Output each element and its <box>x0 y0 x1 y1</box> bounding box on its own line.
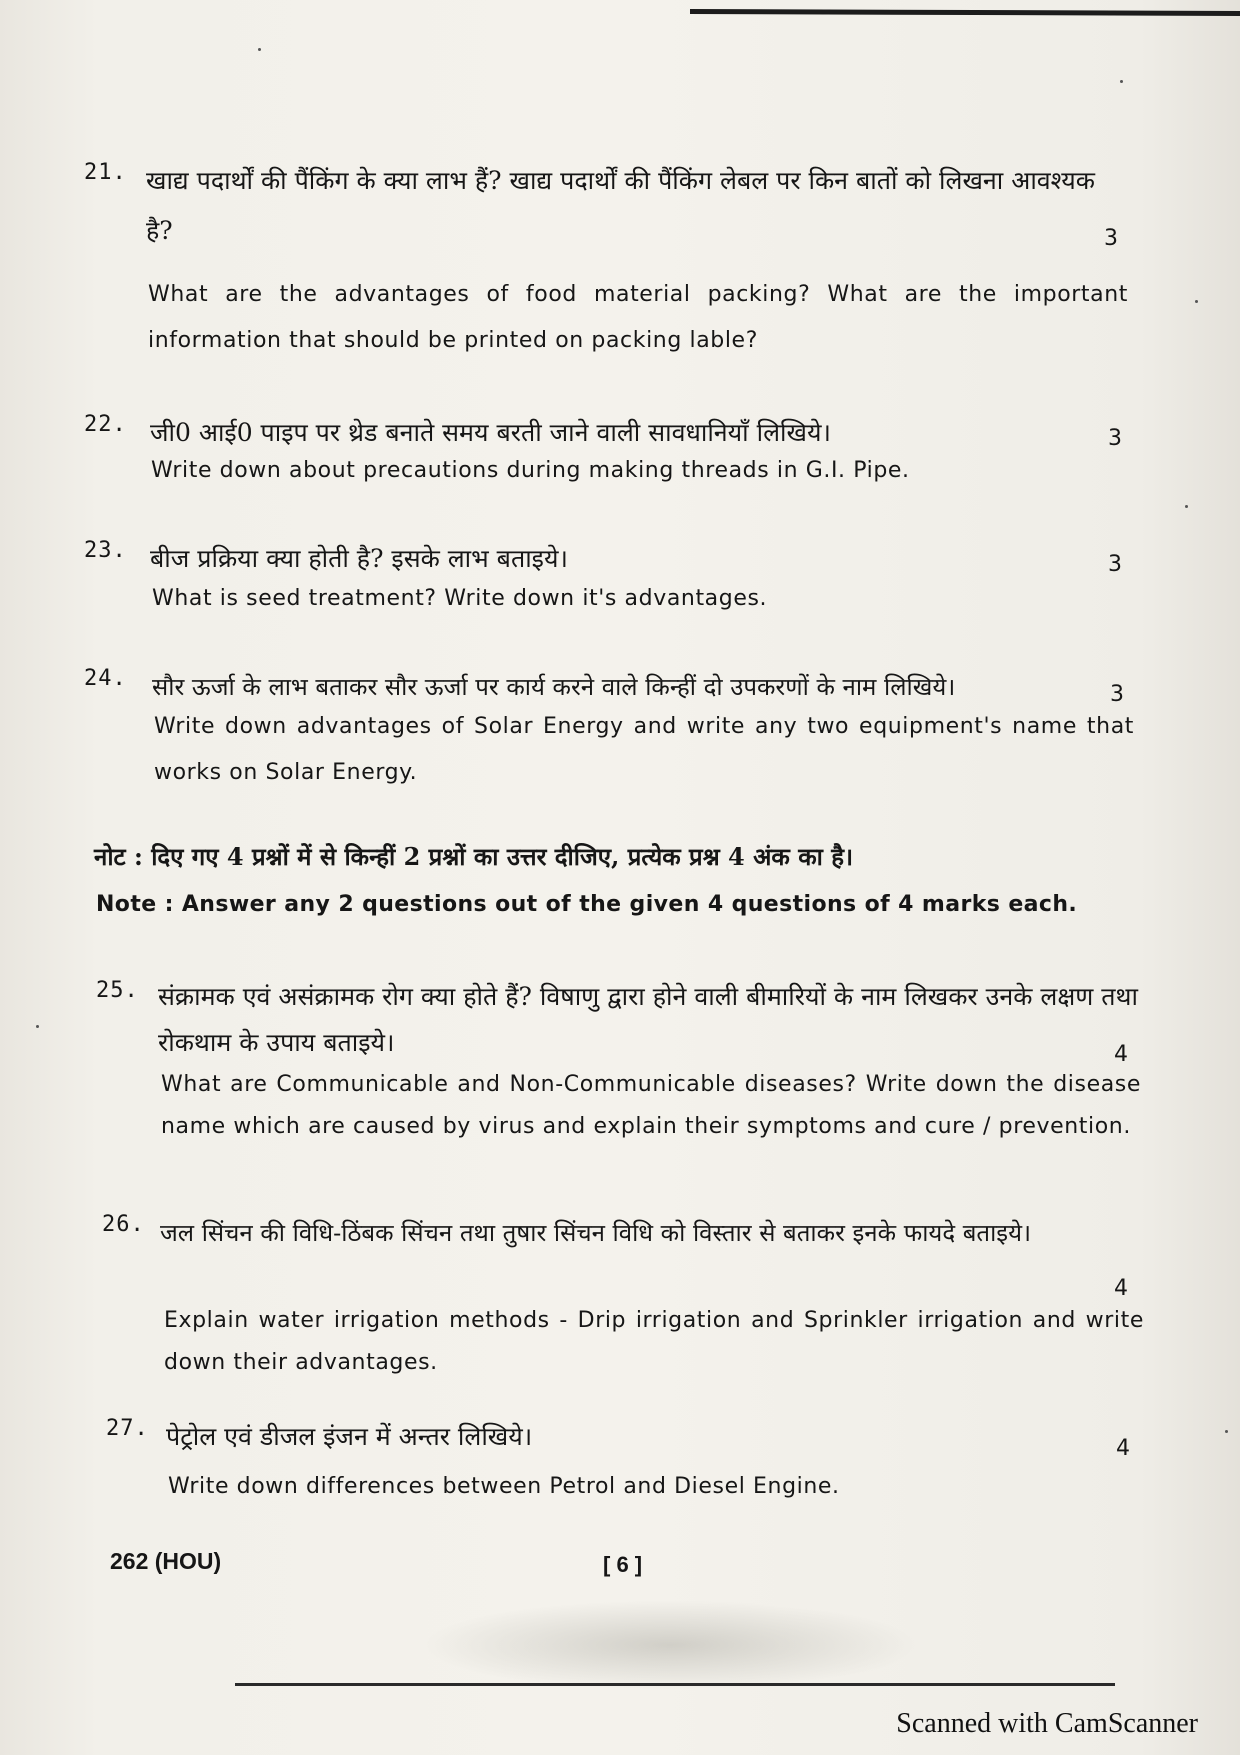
question-number: 24. <box>84 666 127 691</box>
marks-label: 3 <box>1108 552 1122 577</box>
note-hindi: नोट : दिए गए 4 प्रश्नों में से किन्हीं 2 प्रश्नों का उत्तर दीजिए, प्रत्येक प्रश्न 4 अंक का है। <box>94 842 854 871</box>
paper-code: 262 (HOU) <box>110 1548 222 1574</box>
question-hindi-text: खाद्य पदार्थों की पैंकिंग के क्या लाभ हैं? खाद्य पदार्थों की पैंकिंग लेबल पर किन बातों को लिखना आवश्यक है? <box>146 166 1095 245</box>
question-hindi-text: संक्रामक एवं असंक्रामक रोग क्या होते हैं? विषाणु द्वारा होने वाली बीमारियों के नाम लिखकर उनके लक्षण तथा रोकथाम के उपाय बताइये। <box>158 982 1138 1057</box>
marks-label: 4 <box>1114 1042 1128 1067</box>
question-hindi-text: बीज प्रक्रिया क्या होती है? इसके लाभ बताइये। <box>150 544 568 573</box>
page-number: [ 6 ] <box>603 1552 643 1577</box>
note-english: Note : Answer any 2 questions out of the given 4 questions of 4 marks each. <box>96 892 1078 917</box>
question-english-text: What is seed treatment? Write down it's advantages. <box>152 586 768 611</box>
question-number: 23. <box>84 538 127 563</box>
scan-speck <box>1225 1430 1228 1433</box>
question-english-text: Write down advantages of Solar Energy and write any two equipment's name that works on Solar Energy. <box>154 714 1134 785</box>
marks-label: 3 <box>1104 226 1118 251</box>
question-hindi-text: सौर ऊर्जा के लाभ बताकर सौर ऊर्जा पर कार्य करने वाले किन्हीं दो उपकरणों के नाम लिखिये। <box>152 673 956 701</box>
question-hindi-text: जल सिंचन की विधि-ठिंबक सिंचन तथा तुषार सिंचन विधि को विस्तार से बताकर इनके फायदे बताइये। <box>160 1219 1032 1247</box>
scan-speck <box>1120 80 1123 83</box>
marks-label: 3 <box>1108 426 1122 451</box>
camscanner-watermark: Scanned with CamScanner <box>896 1708 1198 1739</box>
bottom-border-rule <box>235 1683 1115 1686</box>
marks-label: 3 <box>1110 682 1124 707</box>
question-number: 22. <box>84 412 127 437</box>
question-number: 21. <box>84 160 127 185</box>
question-number: 27. <box>106 1416 149 1441</box>
question-english-text: What are Communicable and Non-Communicable diseases? Write down the disease name which are caused by virus and explain their symptoms and cure / prevention. <box>161 1072 1141 1139</box>
scan-speck <box>1185 505 1188 508</box>
question-english-text: Write down about precautions during making threads in G.I. Pipe. <box>151 458 910 483</box>
question-number: 26. <box>102 1212 145 1237</box>
question-number: 25. <box>96 978 139 1003</box>
question-hindi-text: जी0 आई0 पाइप पर थ्रेड बनाते समय बरती जाने वाली सावधानियाँ लिखिये। <box>150 418 831 447</box>
scan-shadow <box>420 1600 920 1690</box>
scan-speck <box>258 48 261 51</box>
question-english-text: What are the advantages of food material packing? What are the important information that should be printed on packing lable? <box>148 282 1128 353</box>
scan-speck <box>1195 300 1198 303</box>
question-english-text: Write down differences between Petrol and Diesel Engine. <box>168 1474 840 1499</box>
scan-speck <box>36 1025 39 1028</box>
marks-label: 4 <box>1114 1276 1128 1301</box>
question-hindi-text: पेट्रोल एवं डीजल इंजन में अन्तर लिखिये। <box>166 1422 533 1451</box>
question-english-text: Explain water irrigation methods - Drip irrigation and Sprinkler irrigation and write down their advantages. <box>164 1308 1144 1375</box>
marks-label: 4 <box>1116 1436 1130 1461</box>
